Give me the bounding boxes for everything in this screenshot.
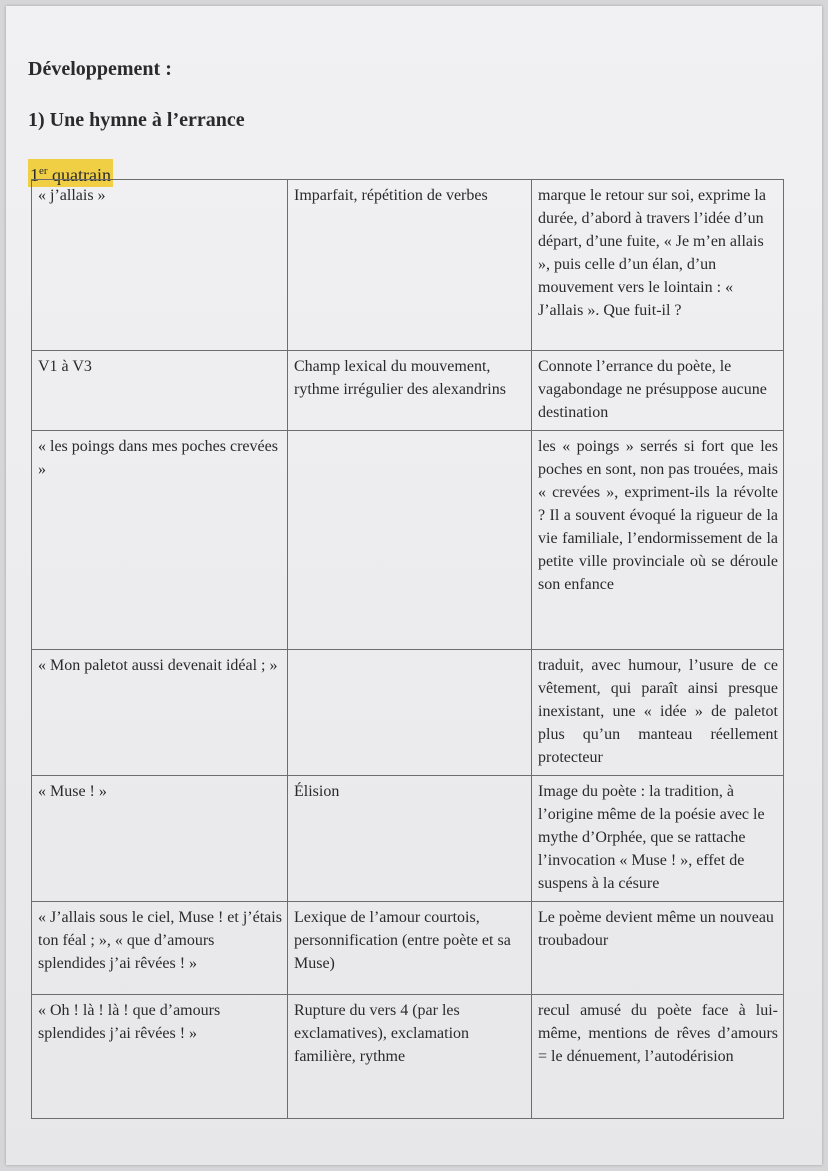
document-page [6, 6, 822, 1165]
interpretation-cell: marque le retour sur soi, exprime la durée, d’abord à travers l’idée d’un départ, d’une fuite, « Je m’en allais », puis celle d’un élan, d’un mouvement vers le lointain : « J’allais ». Que fuit-il ? [532, 180, 784, 351]
citation-cell: « Muse ! » [32, 776, 288, 902]
interpretation-cell: les « poings » serrés si fort que les poches en sont, non pas trouées, mais « crevées », expriment-ils la révolte ? Il a souvent évoqué la rigueur de la vie familiale, l’endormissement de la petite ville provinciale où se déroule son enfance [532, 431, 784, 650]
part-title: 1) Une hymne à l’errance [28, 109, 245, 131]
interpretation-cell: traduit, avec humour, l’usure de ce vêtement, qui paraît ainsi presque inexistant, une « idée » de paletot plus qu’un manteau réellement protecteur [532, 650, 784, 776]
stanza-ordinal: er [39, 165, 48, 177]
citation-cell: V1 à V3 [32, 351, 288, 431]
table-row [32, 351, 784, 431]
section-heading: Développement : [28, 58, 172, 80]
interpretation-cell: Image du poète : la tradition, à l’origine même de la poésie avec le mythe d’Orphée, que se rattache l’invocation « Muse ! », effet de suspens à la césure [532, 776, 784, 902]
citation-cell: « J’allais sous le ciel, Muse ! et j’étais ton féal ; », « que d’amours splendides j’ai rêvées ! » [32, 902, 288, 995]
table-row [32, 650, 784, 776]
procede-cell: Lexique de l’amour courtois, personnification (entre poète et sa Muse) [288, 902, 532, 995]
stanza-word: quatrain [47, 165, 112, 185]
procede-cell: Élision [288, 776, 532, 902]
procede-cell [288, 431, 532, 650]
analysis-table [31, 179, 784, 1119]
citation-cell: « Oh ! là ! là ! que d’amours splendides j’ai rêvées ! » [32, 995, 288, 1119]
stanza-number: 1 [30, 165, 39, 185]
table-row [32, 776, 784, 902]
citation-cell: « Mon paletot aussi devenait idéal ; » [32, 650, 288, 776]
citation-cell: « les poings dans mes poches crevées » [32, 431, 288, 650]
procede-cell: Champ lexical du mouvement, rythme irrégulier des alexandrins [288, 351, 532, 431]
procede-cell [288, 650, 532, 776]
table-row [32, 431, 784, 650]
table-row [32, 902, 784, 995]
interpretation-cell: recul amusé du poète face à lui-même, mentions de rêves d’amours = le dénuement, l’autodérision [532, 995, 784, 1119]
interpretation-cell: Le poème devient même un nouveau troubadour [532, 902, 784, 995]
table-row [32, 995, 784, 1119]
table-row [32, 180, 784, 351]
citation-cell: « j’allais » [32, 180, 288, 351]
procede-cell: Rupture du vers 4 (par les exclamatives), exclamation familière, rythme [288, 995, 532, 1119]
procede-cell: Imparfait, répétition de verbes [288, 180, 532, 351]
interpretation-cell: Connote l’errance du poète, le vagabondage ne présuppose aucune destination [532, 351, 784, 431]
